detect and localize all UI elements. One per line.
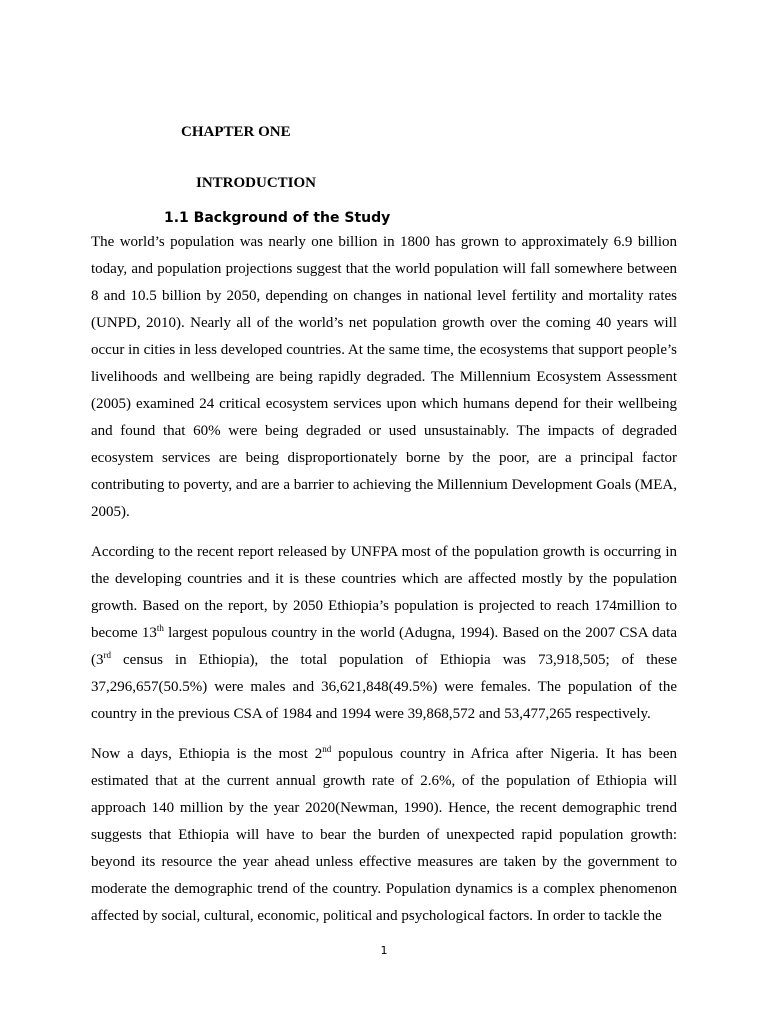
paragraph-2-text-b: largest populous country in the world (Adugna, 1994). Based on the 2007 CSA data (3: [91, 625, 677, 668]
chapter-heading: CHAPTER ONE: [181, 124, 291, 140]
superscript-nd: nd: [322, 744, 332, 754]
paragraph-3-text-a: Now a days, Ethiopia is the most 2: [91, 746, 323, 762]
paragraph-2-text-c: census in Ethiopia), the total population of Ethiopia was 73,918,505; of these 37,296,657(50.5%) were males and 36,621,848(49.5%) were females. The population of the country in the previous CSA of 1984 and 1994 were 39,868,572 and 53,477,265 respectively.: [91, 652, 677, 722]
superscript-th: th: [156, 623, 164, 633]
paragraph-2: [91, 539, 677, 728]
superscript-rd: rd: [103, 650, 111, 660]
document-body: [91, 229, 677, 943]
paragraph-2-text-a: According to the recent report released by UNFPA most of the population growth is occurring in the developing countries and it is these countries which are affected mostly by the population growth. Based on the report, by 2050 Ethiopia’s population is projected to reach 174million to become 13: [91, 544, 677, 641]
paragraph-3-text-b: populous country in Africa after Nigeria. It has been estimated that at the current annual growth rate of 2.6%, of the population of Ethiopia will approach 140 million by the year 2020(Newman, 1990). Hence, the recent demographic trend suggests that Ethiopia will have to bear the burden of unexpected rapid population growth: beyond its resource the year ahead unless effective measures are taken by the government to moderate the demographic trend of the country. Population dynamics is a complex phenomenon affected by social, cultural, economic, political and psychological factors. In order to tackle the: [91, 746, 677, 924]
page-number: 1: [380, 944, 388, 957]
introduction-heading: INTRODUCTION: [196, 175, 317, 191]
section-heading: 1.1 Background of the Study: [164, 210, 391, 226]
paragraph-1: The world’s population was nearly one billion in 1800 has grown to approximately 6.9 billion today, and population projections suggest that the world population will fall somewhere between 8 and 10.5 billion by 2050, depending on changes in national level fertility and mortality rates (UNPD, 2010). Nearly all of the world’s net population growth over the coming 40 years will occur in cities in less developed countries. At the same time, the ecosystems that support people’s livelihoods and wellbeing are being rapidly degraded. The Millennium Ecosystem Assessment (2005) examined 24 critical ecosystem services upon which humans depend for their wellbeing and found that 60% were being degraded or used unsustainably. The impacts of degraded ecosystem services are being disproportionately borne by the poor, are a principal factor contributing to poverty, and are a barrier to achieving the Millennium Development Goals (MEA, 2005).: [91, 234, 677, 520]
paragraph-3: [91, 741, 677, 930]
